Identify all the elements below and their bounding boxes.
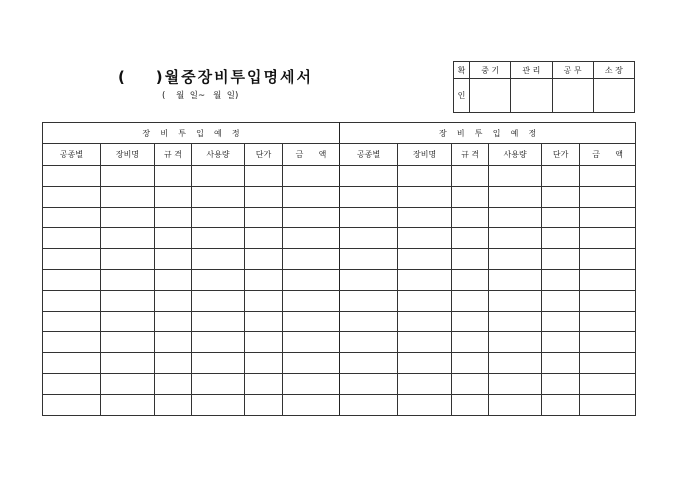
cell-usage[interactable]	[489, 186, 542, 207]
cell-unit-price[interactable]	[542, 311, 580, 332]
table-row	[43, 166, 636, 187]
table-row	[43, 249, 636, 270]
table-row	[43, 228, 636, 249]
cell-equipment-name[interactable]	[398, 249, 452, 270]
cell-spec[interactable]	[452, 394, 489, 415]
cell-equipment-name[interactable]	[398, 207, 452, 228]
cell-work-type[interactable]	[340, 207, 398, 228]
cell-unit-price[interactable]	[245, 186, 283, 207]
cell-usage[interactable]	[192, 353, 245, 374]
cell-work-type[interactable]	[340, 290, 398, 311]
cell-spec[interactable]	[452, 207, 489, 228]
table-row	[43, 290, 636, 311]
cell-usage[interactable]	[489, 269, 542, 290]
cell-amount[interactable]	[580, 186, 636, 207]
approval-role-management: 관 리	[511, 62, 552, 79]
cell-amount[interactable]	[283, 394, 340, 415]
cell-usage[interactable]	[192, 332, 245, 353]
cell-unit-price[interactable]	[245, 373, 283, 394]
cell-amount[interactable]	[580, 290, 636, 311]
cell-usage[interactable]	[489, 311, 542, 332]
cell-spec[interactable]	[155, 186, 192, 207]
cell-usage[interactable]	[489, 249, 542, 270]
cell-unit-price[interactable]	[542, 394, 580, 415]
cell-unit-price[interactable]	[245, 228, 283, 249]
table-row	[43, 186, 636, 207]
cell-usage[interactable]	[489, 394, 542, 415]
cell-equipment-name[interactable]	[398, 269, 452, 290]
signature-cell-manager[interactable]	[593, 79, 634, 113]
cell-spec[interactable]	[155, 166, 192, 187]
cell-spec[interactable]	[155, 290, 192, 311]
cell-work-type[interactable]	[43, 394, 101, 415]
cell-equipment-name[interactable]	[398, 228, 452, 249]
cell-spec[interactable]	[452, 290, 489, 311]
cell-equipment-name[interactable]	[398, 166, 452, 187]
cell-amount[interactable]	[283, 269, 340, 290]
cell-usage[interactable]	[192, 373, 245, 394]
cell-unit-price[interactable]	[245, 311, 283, 332]
cell-work-type[interactable]	[340, 394, 398, 415]
cell-usage[interactable]	[192, 228, 245, 249]
col-header-usage: 사용량	[489, 144, 542, 166]
cell-amount[interactable]	[580, 353, 636, 374]
cell-unit-price[interactable]	[245, 269, 283, 290]
cell-usage[interactable]	[489, 166, 542, 187]
col-header-unit-price: 단가	[542, 144, 580, 166]
cell-spec[interactable]	[155, 311, 192, 332]
cell-usage[interactable]	[489, 332, 542, 353]
cell-work-type[interactable]	[340, 373, 398, 394]
cell-work-type[interactable]	[340, 166, 398, 187]
cell-unit-price[interactable]	[245, 290, 283, 311]
cell-amount[interactable]	[283, 228, 340, 249]
col-header-work-type: 공종별	[340, 144, 398, 166]
cell-amount[interactable]	[580, 311, 636, 332]
approval-role-construction: 공 무	[552, 62, 593, 79]
cell-usage[interactable]	[192, 186, 245, 207]
cell-usage[interactable]	[192, 249, 245, 270]
cell-amount[interactable]	[283, 290, 340, 311]
col-header-spec: 규 격	[155, 144, 192, 166]
cell-spec[interactable]	[155, 373, 192, 394]
cell-amount[interactable]	[283, 353, 340, 374]
cell-amount[interactable]	[283, 373, 340, 394]
table-row	[43, 373, 636, 394]
cell-amount[interactable]	[283, 249, 340, 270]
cell-usage[interactable]	[489, 373, 542, 394]
cell-unit-price[interactable]	[245, 332, 283, 353]
cell-usage[interactable]	[489, 207, 542, 228]
cell-equipment-name[interactable]	[101, 290, 155, 311]
table-row	[43, 332, 636, 353]
cell-spec[interactable]	[155, 228, 192, 249]
cell-amount[interactable]	[580, 166, 636, 187]
cell-usage[interactable]	[192, 207, 245, 228]
cell-work-type[interactable]	[43, 228, 101, 249]
cell-spec[interactable]	[452, 269, 489, 290]
cell-unit-price[interactable]	[542, 207, 580, 228]
cell-work-type[interactable]	[340, 311, 398, 332]
cell-equipment-name[interactable]	[101, 394, 155, 415]
confirm-label-top: 확	[454, 62, 470, 79]
cell-equipment-name[interactable]	[101, 166, 155, 187]
col-header-equipment-name: 장비명	[398, 144, 452, 166]
cell-unit-price[interactable]	[542, 166, 580, 187]
cell-equipment-name[interactable]	[101, 207, 155, 228]
cell-unit-price[interactable]	[245, 166, 283, 187]
cell-work-type[interactable]	[340, 269, 398, 290]
document-period: ( 월 일~ 월 일)	[162, 91, 239, 101]
cell-work-type[interactable]	[340, 332, 398, 353]
cell-spec[interactable]	[155, 394, 192, 415]
cell-unit-price[interactable]	[542, 373, 580, 394]
cell-amount[interactable]	[580, 394, 636, 415]
cell-work-type[interactable]	[340, 353, 398, 374]
cell-equipment-name[interactable]	[101, 186, 155, 207]
cell-spec[interactable]	[452, 228, 489, 249]
cell-spec[interactable]	[155, 207, 192, 228]
cell-unit-price[interactable]	[542, 228, 580, 249]
cell-amount[interactable]	[580, 332, 636, 353]
cell-amount[interactable]	[283, 166, 340, 187]
cell-equipment-name[interactable]	[398, 394, 452, 415]
cell-work-type[interactable]	[43, 332, 101, 353]
cell-equipment-name[interactable]	[398, 290, 452, 311]
table-row	[43, 394, 636, 415]
cell-equipment-name[interactable]	[101, 332, 155, 353]
cell-equipment-name[interactable]	[101, 353, 155, 374]
cell-spec[interactable]	[155, 269, 192, 290]
cell-usage[interactable]	[489, 228, 542, 249]
cell-work-type[interactable]	[43, 311, 101, 332]
approval-role-equipment: 중 기	[470, 62, 511, 79]
cell-spec[interactable]	[452, 332, 489, 353]
col-header-unit-price: 단가	[245, 144, 283, 166]
signature-cell-construction[interactable]	[552, 79, 593, 113]
cell-usage[interactable]	[192, 269, 245, 290]
cell-unit-price[interactable]	[542, 290, 580, 311]
signature-cell-equipment[interactable]	[470, 79, 511, 113]
col-header-equipment-name: 장비명	[101, 144, 155, 166]
cell-amount[interactable]	[283, 332, 340, 353]
table-row	[43, 353, 636, 374]
cell-spec[interactable]	[155, 353, 192, 374]
document-title: ( )월중장비투입명세서	[118, 68, 314, 86]
group-header-right: 장 비 투 입 예 정	[340, 123, 636, 144]
cell-usage[interactable]	[489, 290, 542, 311]
cell-usage[interactable]	[489, 353, 542, 374]
cell-work-type[interactable]	[340, 249, 398, 270]
cell-spec[interactable]	[452, 186, 489, 207]
cell-spec[interactable]	[452, 311, 489, 332]
cell-equipment-name[interactable]	[101, 373, 155, 394]
cell-spec[interactable]	[452, 373, 489, 394]
cell-unit-price[interactable]	[542, 332, 580, 353]
col-header-amount: 금 액	[580, 144, 636, 166]
cell-usage[interactable]	[192, 394, 245, 415]
approval-role-manager: 소 장	[593, 62, 634, 79]
cell-amount[interactable]	[580, 207, 636, 228]
cell-work-type[interactable]	[340, 228, 398, 249]
cell-spec[interactable]	[452, 353, 489, 374]
table-row	[43, 269, 636, 290]
cell-amount[interactable]	[580, 269, 636, 290]
cell-equipment-name[interactable]	[101, 228, 155, 249]
cell-spec[interactable]	[452, 166, 489, 187]
col-header-spec: 규 격	[452, 144, 489, 166]
approval-box	[453, 61, 635, 113]
cell-spec[interactable]	[155, 332, 192, 353]
cell-unit-price[interactable]	[245, 207, 283, 228]
col-header-amount: 금 액	[283, 144, 340, 166]
cell-work-type[interactable]	[43, 290, 101, 311]
cell-unit-price[interactable]	[245, 249, 283, 270]
cell-equipment-name[interactable]	[398, 353, 452, 374]
cell-unit-price[interactable]	[542, 353, 580, 374]
cell-equipment-name[interactable]	[101, 269, 155, 290]
table-row	[43, 311, 636, 332]
cell-usage[interactable]	[192, 311, 245, 332]
cell-work-type[interactable]	[43, 186, 101, 207]
cell-amount[interactable]	[283, 207, 340, 228]
cell-work-type[interactable]	[43, 249, 101, 270]
cell-spec[interactable]	[452, 249, 489, 270]
cell-equipment-name[interactable]	[101, 311, 155, 332]
cell-equipment-name[interactable]	[398, 186, 452, 207]
cell-amount[interactable]	[283, 186, 340, 207]
cell-amount[interactable]	[580, 373, 636, 394]
cell-unit-price[interactable]	[245, 394, 283, 415]
signature-cell-management[interactable]	[511, 79, 552, 113]
cell-work-type[interactable]	[340, 186, 398, 207]
cell-amount[interactable]	[580, 228, 636, 249]
confirm-label-bottom: 인	[454, 79, 470, 113]
col-header-work-type: 공종별	[43, 144, 101, 166]
cell-work-type[interactable]	[43, 166, 101, 187]
cell-work-type[interactable]	[43, 207, 101, 228]
cell-usage[interactable]	[192, 290, 245, 311]
cell-unit-price[interactable]	[542, 186, 580, 207]
table-row	[43, 207, 636, 228]
cell-work-type[interactable]	[43, 353, 101, 374]
cell-equipment-name[interactable]	[398, 373, 452, 394]
cell-work-type[interactable]	[43, 269, 101, 290]
cell-unit-price[interactable]	[542, 249, 580, 270]
cell-unit-price[interactable]	[542, 269, 580, 290]
cell-usage[interactable]	[192, 166, 245, 187]
col-header-usage: 사용량	[192, 144, 245, 166]
cell-equipment-name[interactable]	[398, 332, 452, 353]
cell-spec[interactable]	[155, 249, 192, 270]
cell-amount[interactable]	[580, 249, 636, 270]
equipment-input-table	[42, 122, 636, 416]
cell-unit-price[interactable]	[245, 353, 283, 374]
group-header-left: 장 비 투 입 예 정	[43, 123, 340, 144]
cell-equipment-name[interactable]	[101, 249, 155, 270]
cell-work-type[interactable]	[43, 373, 101, 394]
cell-equipment-name[interactable]	[398, 311, 452, 332]
cell-amount[interactable]	[283, 311, 340, 332]
